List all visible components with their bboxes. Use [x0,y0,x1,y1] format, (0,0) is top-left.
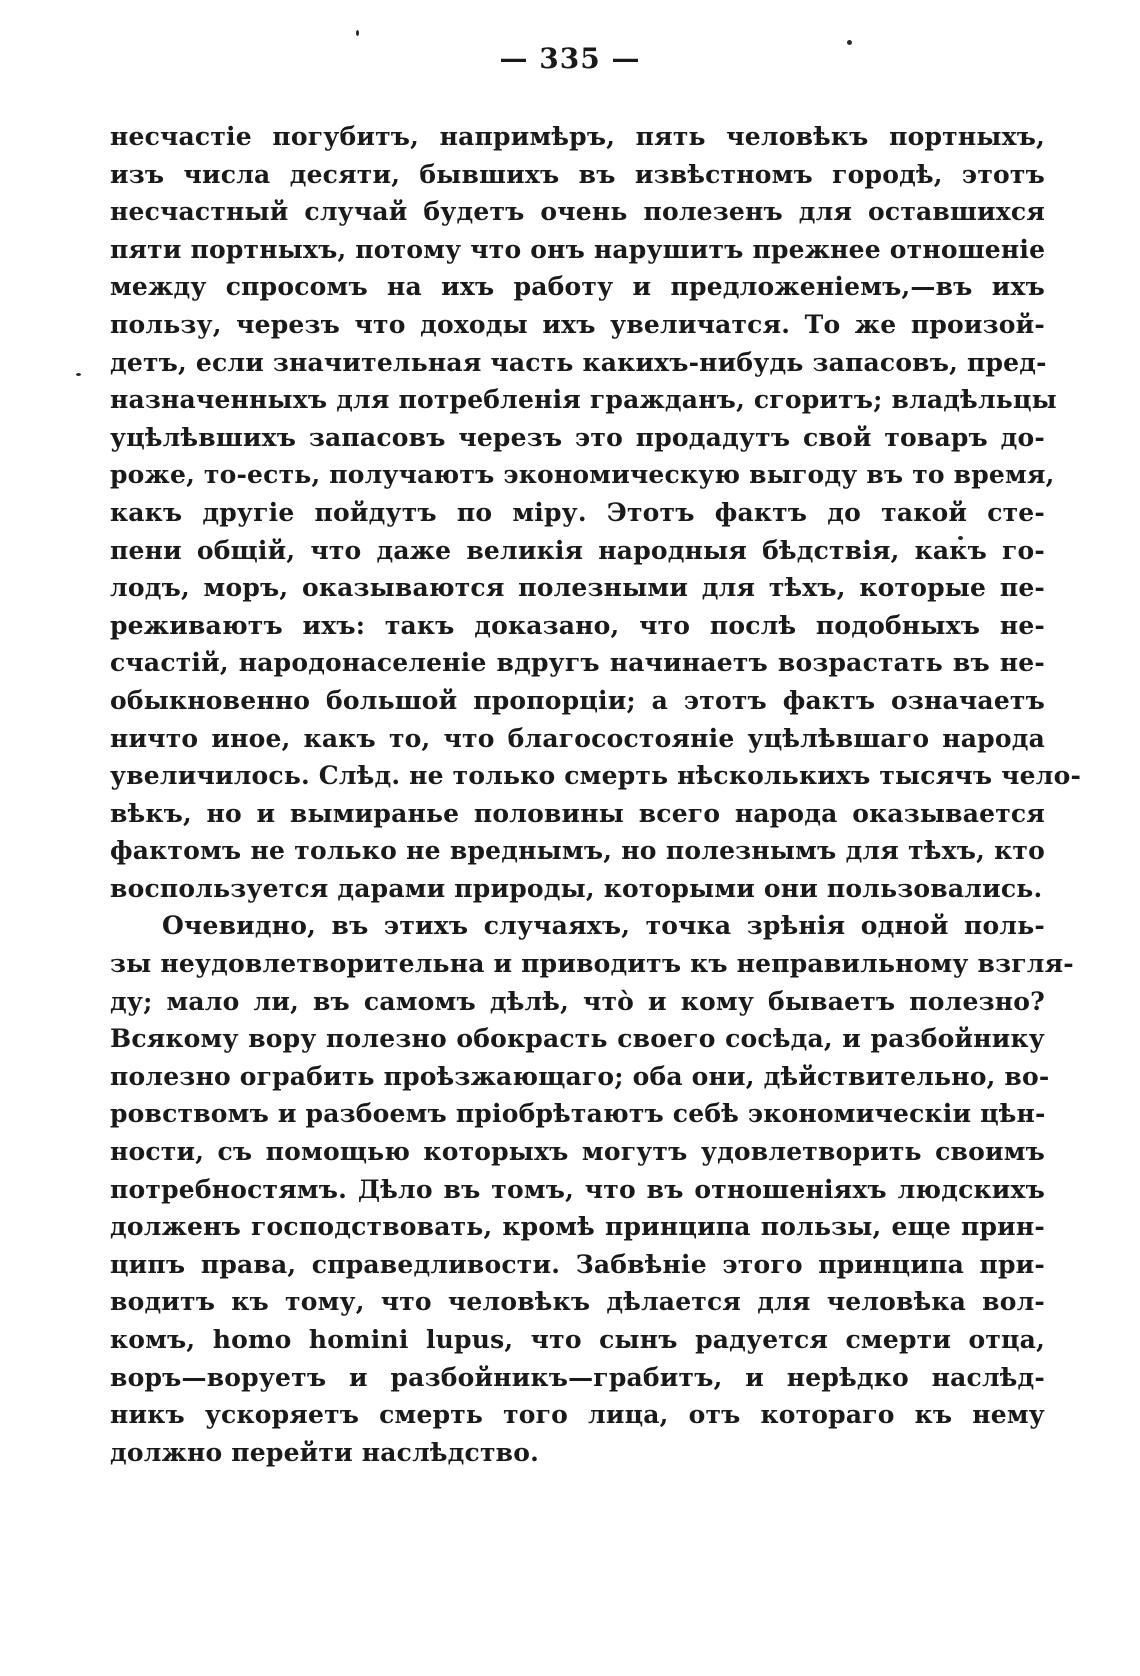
text-line: полезно ограбить проѣзжающаго; оба они, дѣйствительно, во- [110,1061,1050,1091]
scan-speck [356,30,359,36]
text-line: ду; мало ли, въ самомъ дѣлѣ, что̀ и кому бываетъ полезно? [110,986,1045,1016]
text-line: между спросомъ на ихъ работу и предложеніемъ,—въ ихъ [110,272,1045,302]
text-line: долженъ господствовать, кромѣ принципа пользы, еще прин- [110,1212,1045,1242]
page-number: — 335 — [499,42,641,75]
text-line: реживаютъ ихъ: такъ доказано, что послѣ подобныхъ не- [110,610,1045,640]
text-line: пяти портныхъ, потому что онъ нарушитъ прежнее отношеніе [110,234,1046,264]
text-line: счастій, народонаселеніе вдругъ начинаетъ возрастать въ не- [110,648,1045,678]
text-line: обыкновенно большой пропорціи; а этотъ фактъ означаетъ [110,685,1045,715]
text-line: зы неудовлетворительна и приводитъ къ неправильному взгля- [110,949,1074,979]
text-line: детъ, если значительная часть какихъ-нибудь запасовъ, пред- [110,347,1047,377]
text-line: Всякому вору полезно обокрасть своего сосѣда, и разбойнику [110,1024,1045,1054]
paragraph [110,907,1074,1471]
text-line: пени общій, что даже великія народныя бѣдствія, какъ го- [110,535,1045,565]
text-line: роже, то-есть, получаютъ экономическую выгоду въ то время, [110,460,1055,490]
scan-speck [76,373,81,376]
text-line: комъ, homo homini lupus, что сынъ радуется смерти отца, [110,1325,1045,1354]
text-line: увеличилось. Слѣд. не только смерть нѣсколькихъ тысячъ чело- [110,761,1082,791]
text-line: лодъ, моръ, оказываются полезными для тѣхъ, которые пе- [110,573,1045,603]
text-line: фактомъ не только не вреднымъ, но полезнымъ для тѣхъ, кто [110,836,1045,866]
text-line: воспользуется дарами природы, которыми они пользовались. [110,873,1043,903]
text-line: изъ числа десяти, бывшихъ въ извѣстномъ городѣ, этотъ [110,159,1045,189]
text-line: никъ ускоряетъ смерть того лица, отъ котораго къ нему [110,1400,1045,1430]
scan-speck [847,40,852,45]
text-line: Очевидно, въ этихъ случаяхъ, точка зрѣнія одной поль- [162,911,1045,941]
text-line: должно перейти наслѣдство. [110,1437,540,1467]
text-line: какъ другіе пойдутъ по міру. Этотъ фактъ до такой сте- [110,497,1045,527]
body-text [110,118,1082,1471]
text-line: ципъ права, справедливости. Забвѣніе этого принципа при- [110,1249,1045,1279]
text-line: потребностямъ. Дѣло въ томъ, что въ отношеніяхъ людскихъ [110,1174,1045,1204]
paragraph [110,118,1082,907]
text-line: вѣкъ, но и вымиранье половины всего народа оказывается [110,798,1045,828]
text-line: воръ—воруетъ и разбойникъ—грабитъ, и нерѣдко наслѣд- [110,1362,1045,1392]
text-line: несчастный случай будетъ очень полезенъ для оставшихся [110,197,1045,227]
text-line: назначенныхъ для потребленія гражданъ, сгоритъ; владѣльцы [110,385,1057,415]
text-line: водитъ къ тому, что человѣкъ дѣлается для человѣка вол- [110,1287,1045,1317]
text-line: ничто иное, какъ то, что благосостояніе уцѣлѣвшаго народа [110,723,1045,753]
text-line: пользу, черезъ что доходы ихъ увеличатся. То же произой- [110,309,1045,339]
text-line: уцѣлѣвшихъ запасовъ черезъ это продадутъ свой товаръ до- [110,422,1045,452]
text-line: ности, съ помощью которыхъ могутъ удовлетворить своимъ [110,1137,1045,1167]
text-line: ровствомъ и разбоемъ пріобрѣтаютъ себѣ экономическіи цѣн- [110,1099,1046,1129]
text-line: несчастіе погубитъ, напримѣръ, пять человѣкъ портныхъ, [110,122,1045,151]
